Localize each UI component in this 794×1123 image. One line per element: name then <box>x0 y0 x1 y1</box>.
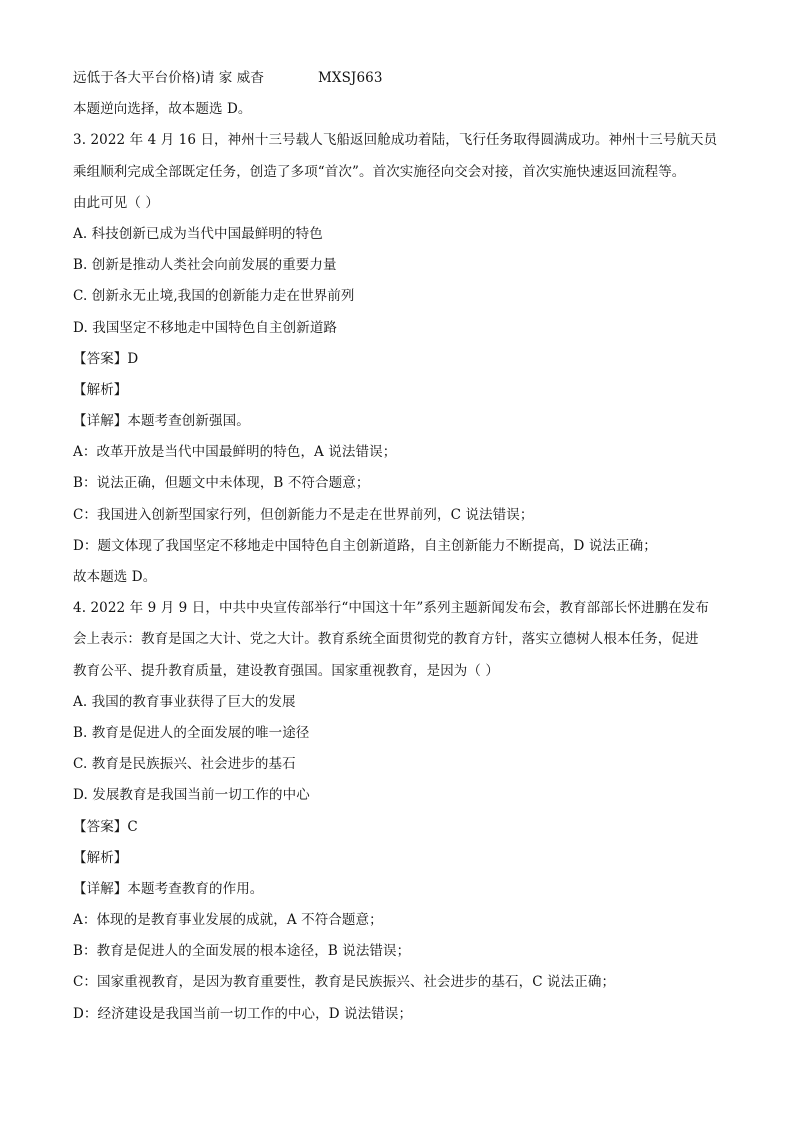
q3-stem-line-1: 3. 2022 年 4 月 16 日，神州十三号载人飞船返回舱成功着陆，飞行任务取得圆满成功。神州十三号航天员 <box>73 132 718 149</box>
q4-stem-line-2: 会上表示：教育是国之大计、党之大计。教育系统全面贯彻党的教育方针，落实立德树人根本任务，促进 <box>73 631 699 648</box>
top-line-2: 本题逆向选择，故本题选 D。 <box>73 101 252 118</box>
q3-stem-line-3: 由此可见（ ） <box>73 194 159 211</box>
q4-option-b: B. 教育是促进人的全面发展的唯一途径 <box>73 724 310 741</box>
top-line-1 <box>73 63 723 94</box>
q3-stem-line-2: 乘组顺利完成全部既定任务，创造了多项“首次”。首次实施径向交会对接，首次实施快速返回流程等。 <box>73 163 686 180</box>
q4-answer-value: C <box>127 818 138 835</box>
q4-answer-label: 【答案】 <box>73 818 128 835</box>
q4-stem-line-3: 教育公平、提升教育质量，建设教育强国。国家重视教育，是因为（ ） <box>73 662 499 679</box>
q4-stem-line-1: 4. 2022 年 9 月 9 日，中共中央宣传部举行“中国这十年”系列主题新闻发布会，教育部部长怀进鹏在发布 <box>73 600 709 617</box>
q3-answer <box>73 344 723 375</box>
top-line-1-text: 远低于各大平台价格)请 家 威杳 <box>73 70 264 86</box>
q4-explanation-b: B：教育是促进人的全面发展的根本途径，B 说法错误； <box>73 943 411 960</box>
q4-explanation-a: A：体现的是教育事业发展的成就，A 不符合题意； <box>73 912 383 929</box>
q3-explanation-a: A：改革开放是当代中国最鲜明的特色，A 说法错误； <box>73 444 397 461</box>
document-page <box>73 63 723 1030</box>
q4-option-d: D. 发展教育是我国当前一切工作的中心 <box>73 787 310 804</box>
q4-answer <box>73 812 723 843</box>
q3-explanation-c: C：我国进入创新型国家行列，但创新能力不是走在世界前列，C 说法错误； <box>73 506 534 523</box>
q3-explanation-d: D：题文体现了我国坚定不移地走中国特色自主创新道路，自主创新能力不断提高，D 说法正确； <box>73 537 657 554</box>
q3-explanation-b: B：说法正确，但题文中未体现，B 不符合题意； <box>73 475 370 492</box>
q4-option-c: C. 教育是民族振兴、社会进步的基石 <box>73 756 296 773</box>
q3-answer-label: 【答案】 <box>73 350 128 367</box>
q4-explanation-c: C：国家重视教育，是因为教育重要性，教育是民族振兴、社会进步的基石，C 说法正确； <box>73 974 616 991</box>
q3-detail: 【详解】本题考查创新强国。 <box>73 413 250 430</box>
q3-option-c: C. 创新永无止境,我国的创新能力走在世界前列 <box>73 288 355 305</box>
q3-option-d: D. 我国坚定不移地走中国特色自主创新道路 <box>73 319 338 336</box>
q3-option-b: B. 创新是推动人类社会向前发展的重要力量 <box>73 257 337 274</box>
q4-analysis-label: 【解析】 <box>73 849 128 866</box>
q3-conclusion: 故本题选 D。 <box>73 569 157 585</box>
q3-option-a: A. 科技创新已成为当代中国最鲜明的特色 <box>73 225 323 242</box>
q3-analysis-label: 【解析】 <box>73 381 128 398</box>
top-line-1-code: MXSJ663 <box>317 70 383 86</box>
q3-answer-value: D <box>127 350 139 367</box>
q4-option-a: A. 我国的教育事业获得了巨大的发展 <box>73 693 296 710</box>
q4-explanation-d: D：经济建设是我国当前一切工作的中心，D 说法错误； <box>73 1005 413 1022</box>
q4-detail: 【详解】本题考查教育的作用。 <box>73 880 264 897</box>
